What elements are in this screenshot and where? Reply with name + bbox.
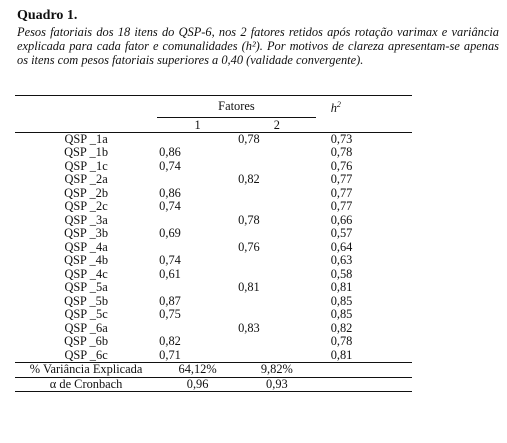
item-label: QSP _1a	[64, 131, 108, 146]
table-row	[15, 200, 412, 214]
communality-value: 0,78	[330, 145, 353, 160]
alpha-factor-2: 0,93	[238, 377, 316, 392]
factor-1-loading: 0,87	[159, 293, 181, 308]
factor-2-loading	[238, 308, 316, 322]
table-row	[15, 349, 412, 363]
factor-1-loading: 0,74	[159, 158, 181, 173]
communality-value: 0,73	[330, 131, 353, 146]
factor-1-loading	[157, 173, 238, 187]
communality-value: 0,57	[330, 226, 353, 241]
header-factor-1: 1	[157, 117, 238, 132]
table-row	[15, 227, 412, 241]
alpha-factor-1: 0,96	[157, 377, 238, 392]
factor-loadings-table	[15, 95, 412, 392]
header-empty-cell-2	[15, 117, 157, 132]
item-label: QSP _5c	[64, 307, 108, 322]
factor-2-loading	[238, 268, 316, 282]
factor-1-loading: 0,86	[159, 185, 181, 200]
factor-1-loading: 0,82	[159, 334, 181, 349]
communality-value: 0,78	[330, 334, 353, 349]
factor-1-loading: 0,61	[159, 266, 181, 281]
table-caption: Pesos fatoriais dos 18 itens do QSP-6, nos 2 fatores retidos após rotação varimax e variância explicada para cada fator e comunalidades (h²). Por motivos de clareza apresentam-se apenas os itens com pesos fatoriais superiores a 0,40 (validade convergente).	[17, 25, 499, 67]
factor-2-loading: 0,78	[238, 131, 260, 146]
factor-1-loading	[157, 214, 238, 228]
factor-2-loading	[238, 146, 316, 160]
factor-1-loading: 0,71	[159, 347, 181, 362]
header-row-2	[15, 117, 412, 132]
header-row-1	[15, 96, 412, 118]
communality-value: 0,77	[330, 172, 353, 187]
factor-2-loading	[238, 160, 316, 174]
item-label: QSP _2c	[64, 199, 108, 214]
table-row	[15, 322, 412, 336]
header-h2-symbol: h	[330, 101, 337, 116]
header-h2	[316, 96, 412, 118]
communality-value: 0,64	[330, 239, 353, 254]
factor-1-loading	[157, 322, 238, 336]
communality-value: 0,77	[330, 185, 353, 200]
alpha-empty-cell	[316, 377, 412, 392]
table-row	[15, 187, 412, 201]
item-label: QSP _5a	[64, 280, 108, 295]
table-row	[15, 146, 412, 160]
communality-value: 0,77	[330, 199, 353, 214]
item-label: QSP _3b	[64, 226, 109, 241]
header-h2-superscript: 2	[336, 100, 341, 109]
factor-1-loading	[157, 132, 238, 146]
communality-value: 0,82	[330, 320, 353, 335]
factor-1-loading: 0,74	[159, 199, 181, 214]
variance-factor-1: 64,12%	[157, 363, 238, 378]
communality-value: 0,81	[330, 280, 353, 295]
communality-value: 0,85	[330, 307, 353, 322]
table-row	[15, 281, 412, 295]
factor-2-loading	[238, 227, 316, 241]
table-row	[15, 295, 412, 309]
communality-value: 0,58	[330, 266, 353, 281]
variance-label: % Variância Explicada	[15, 363, 157, 378]
factor-2-loading	[238, 187, 316, 201]
factor-2-loading	[238, 254, 316, 268]
factor-2-loading: 0,81	[238, 280, 260, 295]
factor-1-loading: 0,74	[159, 253, 181, 268]
variance-empty-cell	[316, 363, 412, 378]
table-title: Quadro 1.	[17, 8, 78, 23]
factor-2-loading: 0,82	[238, 172, 260, 187]
factor-1-loading	[157, 241, 238, 255]
factor-2-loading	[238, 349, 316, 363]
header-fatores: Fatores	[157, 96, 316, 118]
table-row	[15, 241, 412, 255]
communality-value: 0,63	[330, 253, 353, 268]
item-label: QSP _2b	[64, 185, 109, 200]
item-label: QSP _3a	[64, 212, 108, 227]
item-label: QSP _5b	[64, 293, 109, 308]
table-row	[15, 254, 412, 268]
item-label: QSP _6a	[64, 320, 108, 335]
factor-2-loading: 0,78	[238, 212, 260, 227]
factor-2-loading: 0,83	[238, 320, 260, 335]
communality-value: 0,76	[330, 158, 353, 173]
alpha-label: α de Cronbach	[15, 377, 157, 392]
factor-1-loading: 0,69	[159, 226, 181, 241]
item-label: QSP _1c	[64, 158, 108, 173]
factor-2-loading	[238, 335, 316, 349]
item-label: QSP _2a	[64, 172, 108, 187]
header-empty-cell	[15, 96, 157, 118]
header-factor-2: 2	[238, 117, 316, 132]
item-label: QSP _6c	[64, 347, 108, 362]
factor-2-loading	[238, 200, 316, 214]
table-row	[15, 308, 412, 322]
factor-1-loading	[157, 281, 238, 295]
item-label: QSP _6b	[64, 334, 109, 349]
item-label: QSP _4a	[64, 239, 108, 254]
factor-1-loading: 0,75	[159, 307, 181, 322]
communality-value: 0,66	[330, 212, 353, 227]
table-row	[15, 214, 412, 228]
item-label: QSP _4c	[64, 266, 108, 281]
table-row	[15, 160, 412, 174]
item-label: QSP _1b	[64, 145, 109, 160]
table-row	[15, 335, 412, 349]
communality-value: 0,85	[330, 293, 353, 308]
factor-1-loading: 0,86	[159, 145, 181, 160]
factor-2-loading: 0,76	[238, 239, 260, 254]
variance-factor-2: 9,82%	[238, 363, 316, 378]
variance-row	[15, 363, 412, 378]
table-row	[15, 132, 412, 146]
table-row	[15, 173, 412, 187]
alpha-row	[15, 377, 412, 392]
item-label: QSP _4b	[64, 253, 109, 268]
communality-value: 0,81	[330, 347, 353, 362]
table-row	[15, 268, 412, 282]
factor-2-loading	[238, 295, 316, 309]
header-empty-cell-3	[316, 117, 412, 132]
